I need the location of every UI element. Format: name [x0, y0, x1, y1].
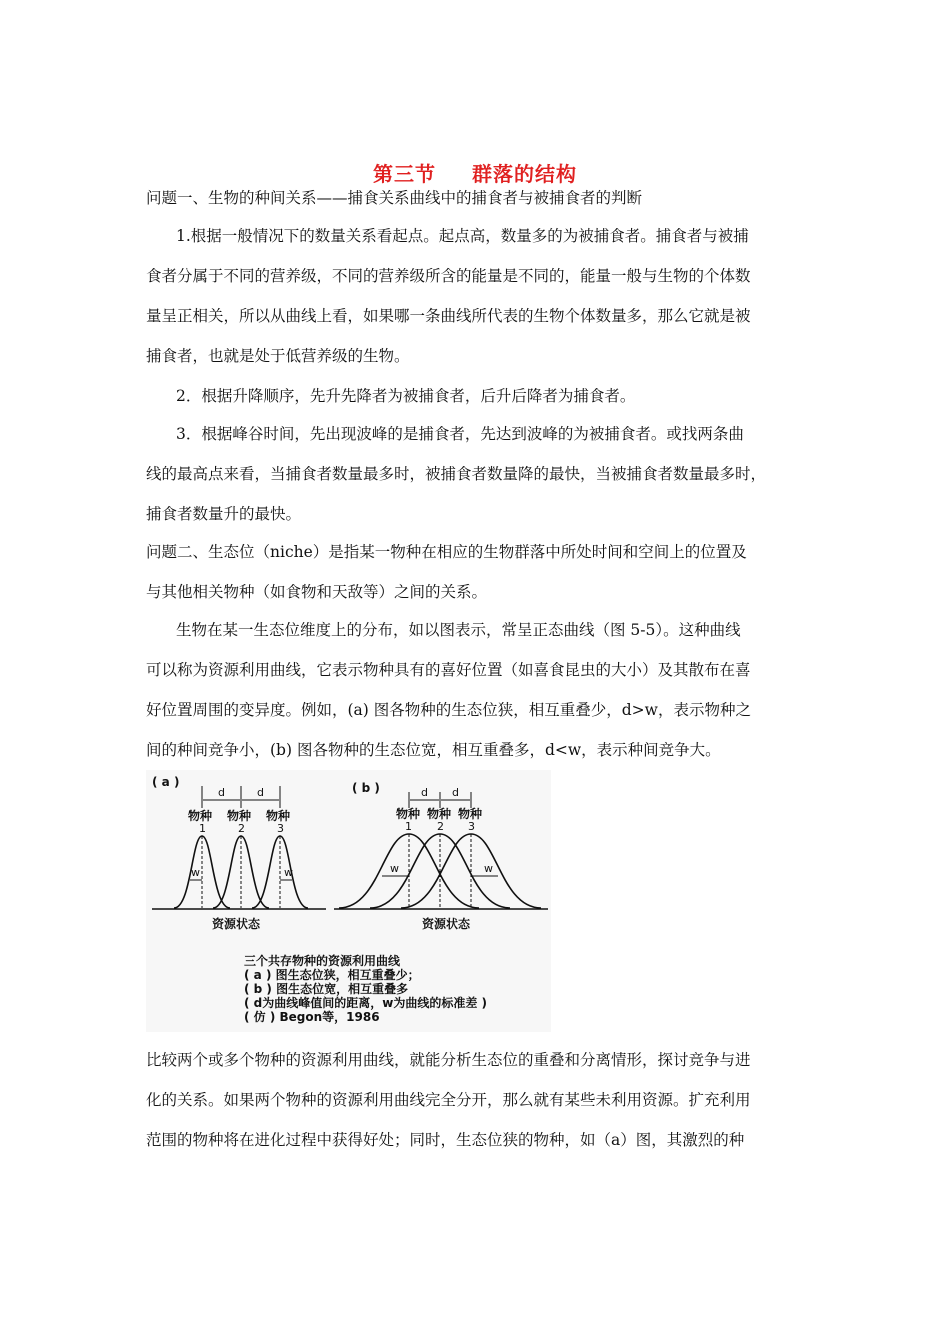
paragraph-line: 食者分属于不同的营养级，不同的营养级所含的能量是不同的，能量一般与生物的个体数 [146, 267, 751, 285]
paragraph-line: 1.根据一般情况下的数量关系看起点。起点高，数量多的为被捕食者。捕食者与被捕 [176, 227, 749, 245]
paragraph-line: 化的关系。如果两个物种的资源利用曲线完全分开，那么就有某些未利用资源。扩充利用 [146, 1091, 751, 1109]
paragraph-line: 可以称为资源利用曲线，它表示物种具有的喜好位置（如喜食昆虫的大小）及其散布在喜 [146, 661, 751, 679]
paragraph-line: 生物在某一生态位维度上的分布，如以图表示，常呈正态曲线（图 5-5）。这种曲线 [176, 621, 741, 639]
panel-a-species-number-2: 2 [238, 822, 245, 835]
paragraph-line: 量呈正相关，所以从曲线上看，如果哪一条曲线所代表的生物个体数量多，那么它就是被 [146, 307, 751, 325]
paragraph-line: 2．根据升降顺序，先升先降者为被捕食者，后升后降者为捕食者。 [176, 387, 636, 405]
panel-b-species-number-2: 2 [437, 820, 444, 833]
caption-line: ( b ) 图生态位宽，相互重叠多 [244, 982, 409, 996]
question-2-line: 问题二、生态位（niche）是指某一物种在相应的生物群落中所处时间和空间上的位置及 [146, 543, 747, 561]
panel-a-w-label-1: w [191, 866, 200, 879]
paragraph-line: 线的最高点来看，当捕食者数量最多时，被捕食者数量降的最快，当被捕食者数量最多时， [146, 465, 767, 483]
panel-b-species-number-3: 3 [468, 820, 475, 833]
panel-a-species-number-1: 1 [199, 822, 206, 835]
question-2-line: 与其他相关物种（如食物和天敌等）之间的关系。 [146, 583, 488, 601]
panel-a-species-label-2: 物种 [227, 809, 252, 823]
paragraph-line: 间的种间竞争小，(b) 图各物种的生态位宽，相互重叠多，d<w，表示种间竞争大。 [146, 741, 721, 759]
panel-b-species-number-1: 1 [405, 820, 412, 833]
panel-a-w-label-2: w [284, 866, 293, 879]
paragraph-line: 范围的物种将在进化过程中获得好处；同时，生态位狭的物种，如（a）图，其激烈的种 [146, 1131, 745, 1149]
panel-b-d-label-1: d [421, 786, 428, 799]
panel-b-w-label-1: w [390, 862, 399, 875]
panel-b-label: ( b ) [352, 781, 380, 795]
panel-b-species-label-1: 物种 [396, 807, 421, 821]
panel-a-d-label-1: d [218, 786, 225, 799]
panel-b-d-label-2: d [452, 786, 459, 799]
panel-a-x-axis-label: 资源状态 [212, 917, 261, 931]
panel-a-species-label-1: 物种 [188, 809, 213, 823]
caption-line: ( a ) 图生态位狭，相互重叠少； [244, 968, 420, 982]
panel-b-species-label-3: 物种 [458, 807, 483, 821]
paragraph-line: 3．根据峰谷时间，先出现波峰的是捕食者，先达到波峰的为被捕食者。或找两条曲 [176, 425, 744, 443]
caption-line: ( 仿 ) Begon等，1986 [244, 1010, 380, 1024]
title-topic: 群落的结构 [472, 162, 577, 186]
title-section: 第三节 [373, 162, 436, 186]
resource-utilization-figure [146, 770, 551, 1032]
paragraph-line: 比较两个或多个物种的资源利用曲线，就能分析生态位的重叠和分离情形，探讨竞争与进 [146, 1051, 751, 1069]
panel-b-x-axis-label: 资源状态 [422, 917, 471, 931]
caption-line: 三个共存物种的资源利用曲线 [244, 954, 401, 968]
panel-a-species-label-3: 物种 [266, 809, 291, 823]
paragraph-line: 好位置周围的变异度。例如，(a) 图各物种的生态位狭，相互重叠少，d>w，表示物种之 [146, 701, 751, 719]
caption-line: ( d为曲线峰值间的距离，w为曲线的标准差 ) [244, 996, 488, 1010]
paragraph-line: 捕食者数量升的最快。 [146, 505, 302, 523]
figure-svg [146, 770, 551, 1032]
paragraph-line: 捕食者，也就是处于低营养级的生物。 [146, 347, 410, 365]
question-1-heading: 问题一、生物的种间关系——捕食关系曲线中的捕食者与被捕食者的判断 [146, 189, 643, 207]
panel-a-label: ( a ) [152, 775, 180, 789]
panel-b-w-label-2: w [484, 862, 493, 875]
panel-a-species-number-3: 3 [277, 822, 284, 835]
panel-a-d-label-2: d [257, 786, 264, 799]
page-title [0, 158, 950, 187]
panel-b-species-label-2: 物种 [427, 807, 452, 821]
